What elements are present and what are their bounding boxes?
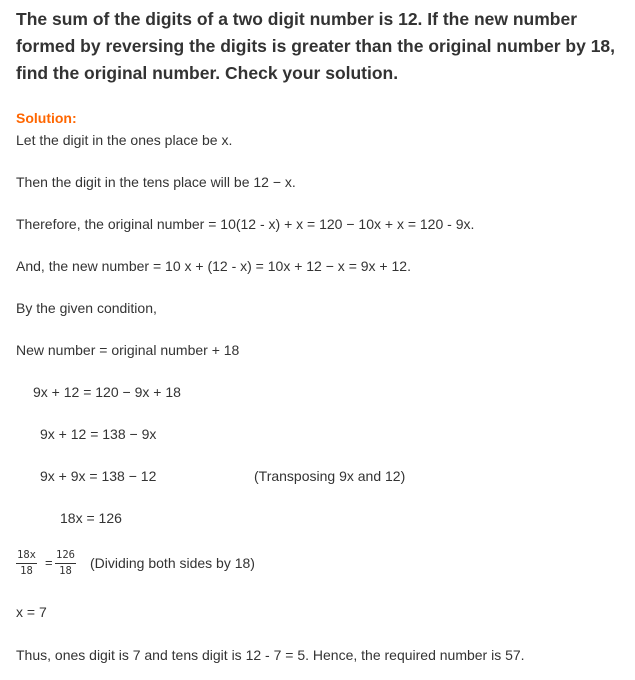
right-denominator: 18 [59, 565, 72, 577]
left-numerator: 18x [16, 549, 37, 564]
step-tens-digit: Then the digit in the tens place will be 12 − x. [16, 174, 296, 190]
step-equation-simplified: 9x + 12 = 138 − 9x [40, 426, 157, 442]
left-denominator: 18 [20, 565, 33, 577]
result-line: x = 7 [16, 604, 47, 620]
left-fraction [16, 549, 37, 578]
fraction-equals-sign: = [45, 555, 53, 570]
step-equation-collected: 18x = 126 [60, 510, 122, 526]
step-new-number: And, the new number = 10 x + (12 - x) = 10x + 12 − x = 9x + 12. [16, 258, 411, 274]
step-equation-substituted: 9x + 12 = 120 − 9x + 18 [33, 384, 181, 400]
right-fraction [55, 549, 76, 578]
conclusion-line: Thus, ones digit is 7 and tens digit is 12 - 7 = 5. Hence, the required number is 57. [16, 647, 525, 663]
step-equation: New number = original number + 18 [16, 342, 240, 358]
solution-label: Solution: [16, 110, 77, 126]
transposing-note: (Transposing 9x and 12) [254, 468, 406, 484]
right-numerator: 126 [55, 549, 76, 564]
step-ones-digit: Let the digit in the ones place be x. [16, 132, 233, 148]
dividing-note: (Dividing both sides by 18) [90, 555, 255, 571]
transposed-expression: 9x + 9x = 138 − 12 [40, 468, 157, 484]
step-equation-transposed [40, 467, 406, 485]
step-given-condition: By the given condition, [16, 300, 157, 316]
question-text: The sum of the digits of a two digit number is 12. If the new number formed by reversing the digits is greater than the original number by 18, find the original number. Check your solution. [16, 9, 616, 83]
step-original-number: Therefore, the original number = 10(12 - x) + x = 120 − 10x + x = 120 - 9x. [16, 216, 475, 232]
